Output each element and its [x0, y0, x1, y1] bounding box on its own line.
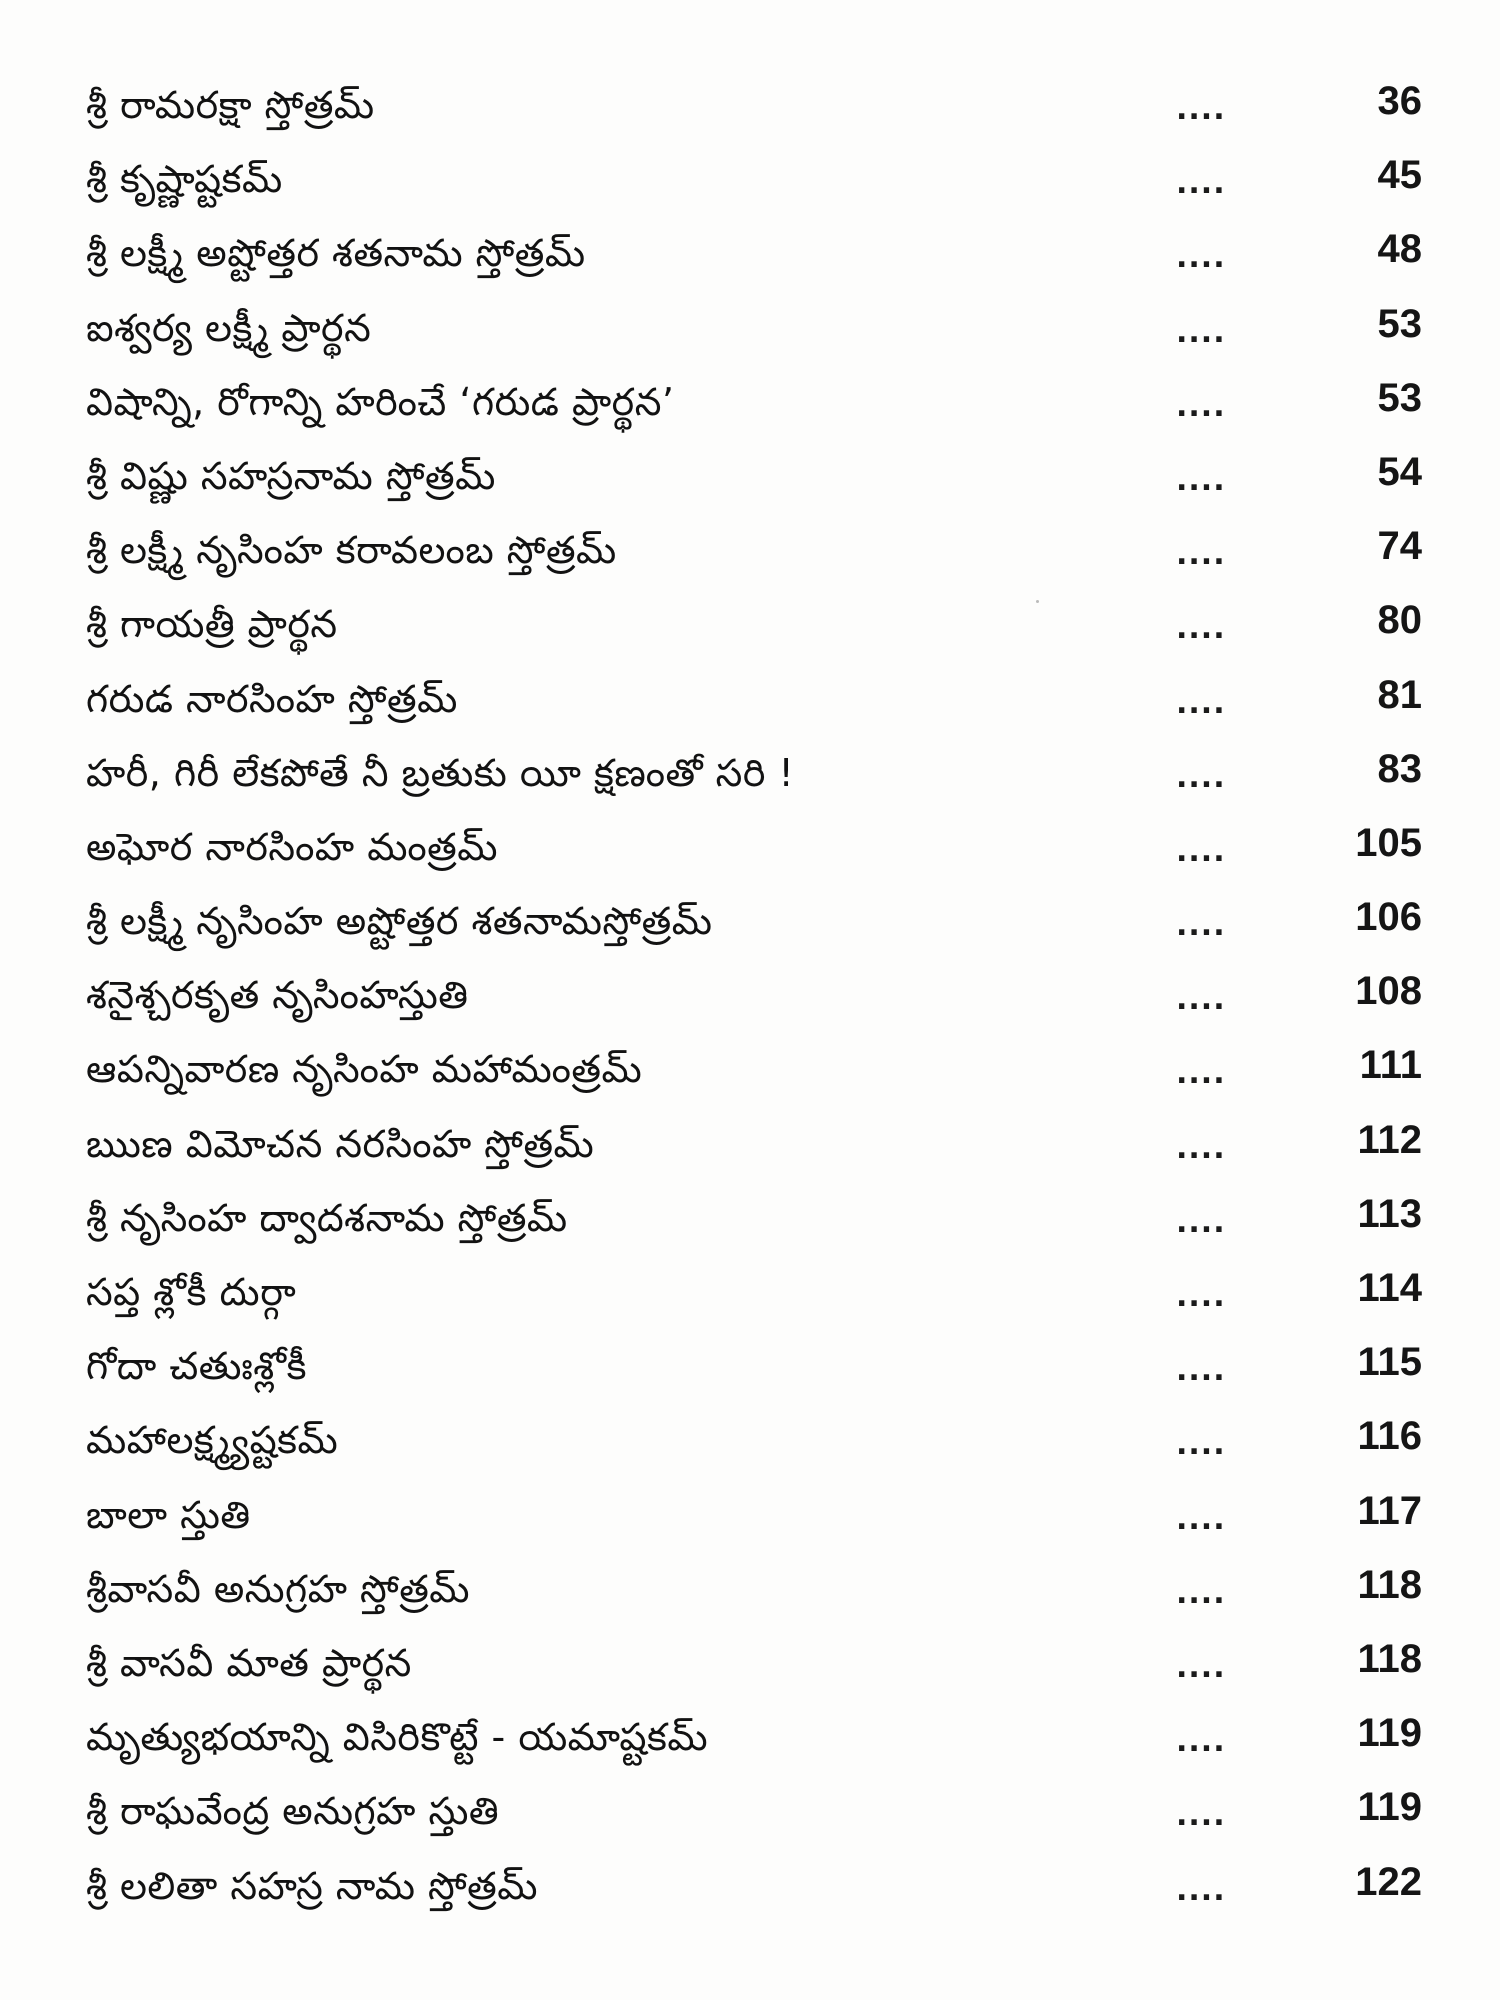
toc-entry [86, 1480, 1436, 1554]
toc-entry-page-number: 113 [1357, 1191, 1422, 1236]
paper-speck [1036, 600, 1039, 603]
toc-entry-page-number: 114 [1357, 1266, 1422, 1310]
toc-entry-page-number: 119 [1357, 1785, 1422, 1830]
toc-entry [86, 1405, 1436, 1479]
toc-entry-title: శ్రీ లక్ష్మీ నృసింహ కరావలంబ స్తోత్రమ్ [86, 528, 617, 573]
toc-entry-page-number: 122 [1355, 1859, 1422, 1904]
toc-entry [86, 1851, 1436, 1925]
toc-entry [86, 218, 1436, 292]
toc-entry [86, 144, 1436, 218]
toc-entry-page-number: 36 [1377, 79, 1422, 123]
toc-entry-title: హరీ, గిరీ లేకపోతే నీ బ్రతుకు యీ క్షణంతో సరి ! [86, 750, 795, 795]
toc-entry-leader-dots: .... [1176, 1575, 1226, 1611]
toc-entry-page-number: 54 [1377, 449, 1422, 494]
toc-entry-title: గోదా చతుఃశ్లోకీ [86, 1344, 307, 1389]
toc-entry-page-number: 53 [1377, 375, 1422, 420]
toc-entry [86, 1183, 1436, 1257]
toc-entry [86, 960, 1436, 1034]
toc-entry-leader-dots: .... [1176, 388, 1226, 424]
toc-entry-leader-dots: .... [1176, 982, 1226, 1018]
toc-entry [86, 1331, 1436, 1405]
toc-entry-title: శనైశ్చరకృత నృసింహస్తుతి [86, 973, 469, 1018]
toc-entry-leader-dots: .... [1176, 537, 1226, 573]
toc-entry-leader-dots: .... [1176, 1279, 1226, 1314]
toc-entry-title: అఘోర నారసింహ మంత్రమ్ [86, 824, 498, 869]
toc-entry-page-number: 53 [1377, 301, 1422, 346]
toc-entry [86, 664, 1436, 738]
toc-entry-leader-dots: .... [1176, 1130, 1226, 1166]
toc-entry-leader-dots: .... [1176, 759, 1226, 795]
toc-entry [86, 441, 1436, 515]
toc-entry-leader-dots: .... [1176, 611, 1226, 647]
toc-entry-page-number: 112 [1357, 1117, 1422, 1162]
toc-entry-page-number: 115 [1357, 1340, 1422, 1385]
toc-entry-leader-dots: .... [1176, 240, 1226, 276]
toc-entry-page-number: 119 [1357, 1711, 1422, 1756]
toc-entry-leader-dots: .... [1176, 1872, 1226, 1908]
toc-entry-title: మృత్యుభయాన్ని విసిరికొట్టే - యమాష్టకమ్ [86, 1715, 709, 1760]
toc-entry-title: శ్రీ నృసింహ ద్వాదశనామ స్తోత్రమ్ [86, 1195, 568, 1240]
toc-entry [86, 886, 1436, 960]
toc-entry-title: గరుడ నారసింహ స్తోత్రమ్ [86, 676, 458, 721]
toc-entry-leader-dots: .... [1176, 462, 1226, 498]
toc-entry-page-number: 80 [1377, 598, 1422, 643]
toc-entry [86, 1628, 1436, 1702]
toc-entry-page-number: 48 [1377, 227, 1422, 272]
toc-entry-leader-dots: .... [1176, 1204, 1226, 1240]
toc-entry [86, 589, 1436, 663]
toc-entry-title: శ్రీ లలితా సహస్ర నామ స్తోత్రమ్ [86, 1863, 538, 1908]
toc-entry-leader-dots: .... [1176, 166, 1226, 202]
toc-entry-page-number: 117 [1357, 1488, 1422, 1533]
toc-entry-page-number: 111 [1359, 1043, 1422, 1088]
toc-entry [86, 1776, 1436, 1850]
toc-entry-page-number: 118 [1357, 1636, 1422, 1681]
toc-entry [86, 1109, 1436, 1183]
toc-entry-page-number: 81 [1377, 672, 1422, 717]
toc-entry-title: శ్రీ రామరక్షా స్తోత్రమ్ [86, 83, 375, 127]
toc-entry-leader-dots: .... [1176, 1353, 1226, 1389]
toc-entry-leader-dots: .... [1176, 1649, 1226, 1685]
toc-entry-title: బాలా స్తుతి [86, 1492, 251, 1537]
toc-entry-title: ఆపన్నివారణ నృసింహ మహామంత్రమ్ [86, 1047, 643, 1092]
toc-entry-title: సప్త శ్లోకీ దుర్గా [86, 1270, 297, 1314]
toc-entry [86, 1554, 1436, 1628]
toc-entry [86, 1257, 1436, 1331]
toc-entry-title: శ్రీ రాఘవేంద్ర అనుగ్రహ స్తుతి [86, 1789, 500, 1834]
toc-entry-leader-dots: .... [1176, 1724, 1226, 1760]
toc-entry-page-number: 83 [1377, 746, 1422, 791]
toc-entry-page-number: 118 [1357, 1562, 1422, 1607]
toc-entry-page-number: 108 [1355, 969, 1422, 1014]
toc-entry [86, 1702, 1436, 1776]
toc-entry [86, 293, 1436, 367]
toc-entry-page-number: 105 [1355, 820, 1422, 865]
table-of-contents [86, 70, 1436, 1925]
toc-entry-leader-dots: .... [1176, 1798, 1226, 1834]
toc-entry [86, 738, 1436, 812]
toc-entry [86, 367, 1436, 441]
toc-entry-page-number: 74 [1377, 524, 1422, 569]
toc-entry-page-number: 45 [1377, 153, 1422, 198]
toc-entry-leader-dots: .... [1176, 908, 1226, 944]
toc-entry-title: శ్రీ వాసవీ మాత ప్రార్థన [86, 1640, 412, 1685]
toc-entry-title: శ్రీ విష్ణు సహస్రనామ స్తోత్రమ్ [86, 453, 496, 498]
toc-entry-leader-dots: .... [1176, 1056, 1226, 1092]
toc-entry-title: ఐశ్వర్య లక్ష్మీ ప్రార్థన [86, 305, 372, 350]
toc-entry-title: శ్రీవాసవీ అనుగ్రహ స్తోత్రమ్ [86, 1566, 470, 1611]
toc-entry-leader-dots: .... [1176, 1501, 1226, 1537]
toc-entry-leader-dots: .... [1176, 833, 1226, 869]
toc-entry-title: శ్రీ లక్ష్మీ నృసింహ అష్టోత్తర శతనామస్తోత్రమ్ [86, 899, 713, 944]
toc-entry [86, 1034, 1436, 1108]
toc-entry-title: విషాన్ని, రోగాన్ని హరించే ‘గరుడ ప్రార్థన’ [86, 379, 675, 424]
toc-entry-page-number: 116 [1357, 1414, 1422, 1459]
toc-entry-leader-dots: .... [1176, 314, 1226, 350]
toc-entry [86, 812, 1436, 886]
toc-entry-leader-dots: .... [1176, 685, 1226, 721]
toc-entry-title: శ్రీ లక్ష్మీ అష్టోత్తర శతనామ స్తోత్రమ్ [86, 231, 586, 276]
toc-entry-leader-dots: .... [1176, 92, 1226, 127]
toc-entry [86, 515, 1436, 589]
toc-entry-title: మహాలక్ష్మ్యష్టకమ్ [86, 1418, 339, 1463]
toc-entry-title: శ్రీ గాయత్రీ ప్రార్థన [86, 602, 338, 647]
toc-entry-title: శ్రీ కృష్ణాష్టకమ్ [86, 157, 283, 202]
toc-entry [86, 70, 1436, 144]
toc-entry-page-number: 106 [1355, 895, 1422, 940]
toc-entry-leader-dots: .... [1176, 1427, 1226, 1463]
toc-entry-title: ఋణ విమోచన నరసింహ స్తోత్రమ్ [86, 1121, 595, 1166]
